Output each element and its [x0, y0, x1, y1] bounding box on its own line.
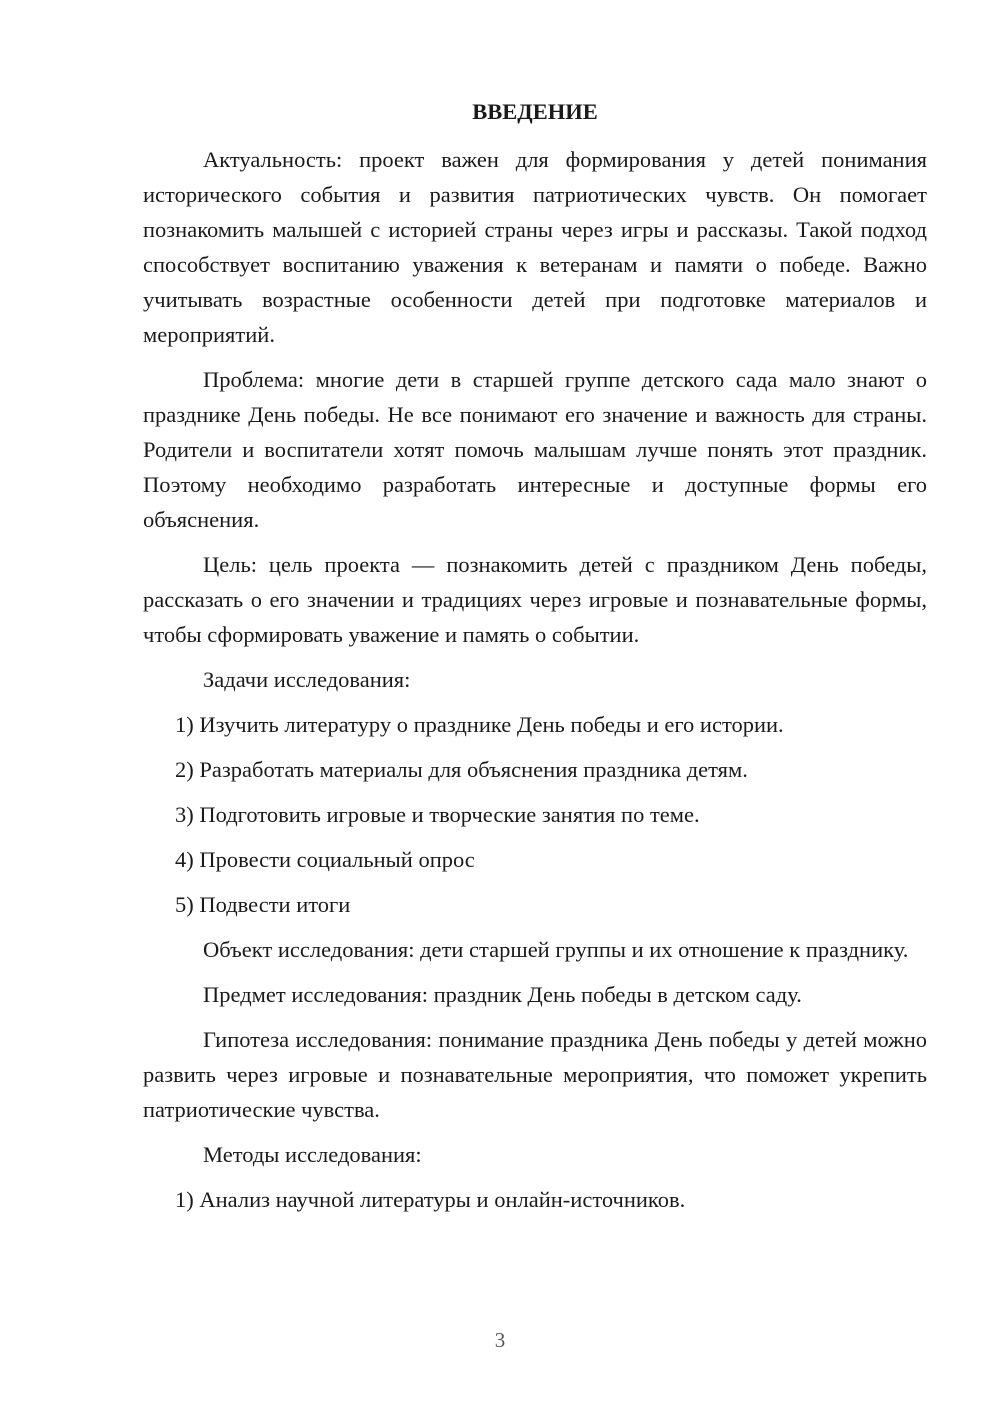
task-item: 2) Разработать материалы для объяснения праздника детям.	[175, 757, 748, 782]
relevance-paragraph: Актуальность: проект важен для формирования у детей понимания исторического события и развития патриотических чувств. Он помогает познакомить малышей с историей страны через игры и рассказы. Такой подход способствует воспитанию уважения к ветеранам и памяти о победе. Важно учитывать возрастные особенности детей при подготовке материалов и мероприятий.	[143, 147, 927, 347]
problem-paragraph: Проблема: многие дети в старшей группе детского сада мало знают о празднике День победы. Не все понимают его значение и важность для страны. Родители и воспитатели хотят помочь малышам лучше понять этот праздник. Поэтому необходимо разработать интересные и доступные формы его объяснения.	[143, 367, 927, 532]
object-paragraph: Объект исследования: дети старшей группы и их отношение к празднику.	[203, 937, 909, 962]
method-item: 1) Анализ научной литературы и онлайн-источников.	[175, 1187, 686, 1212]
section-heading: ВВЕДЕНИЕ	[472, 99, 598, 124]
tasks-title: Задачи исследования:	[203, 667, 411, 692]
hypothesis-paragraph: Гипотеза исследования: понимание праздника День победы у детей можно развить через игровые и познавательные мероприятия, что поможет укрепить патриотические чувства.	[143, 1027, 927, 1122]
page-number: 3	[494, 1328, 506, 1352]
task-item: 1) Изучить литературу о празднике День победы и его истории.	[175, 712, 784, 737]
goal-paragraph: Цель: цель проекта — познакомить детей с праздником День победы, рассказать о его значении и традициях через игровые и познавательные формы, чтобы сформировать уважение и память о событии.	[143, 552, 927, 647]
page-content	[143, 92, 927, 1217]
task-item: 5) Подвести итоги	[175, 892, 351, 917]
methods-title: Методы исследования:	[203, 1142, 422, 1167]
task-item: 3) Подготовить игровые и творческие занятия по теме.	[175, 802, 700, 827]
task-item: 4) Провести социальный опрос	[175, 847, 475, 872]
subject-paragraph: Предмет исследования: праздник День победы в детском саду.	[203, 982, 802, 1007]
